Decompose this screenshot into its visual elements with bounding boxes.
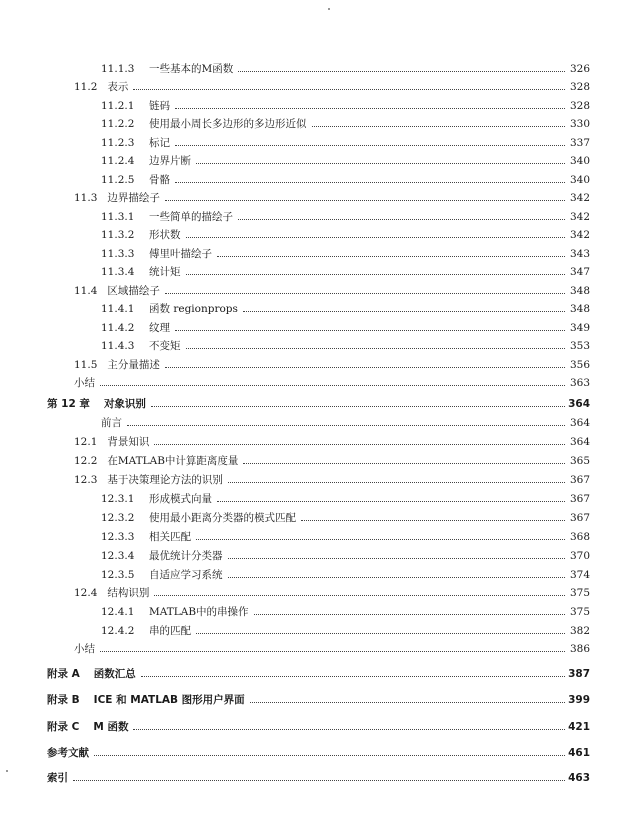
toc-entry-page: 340	[569, 174, 590, 186]
toc-entry-number: 11.1.3	[101, 63, 135, 75]
toc-entry[interactable]	[101, 170, 590, 188]
toc-entry-page: 326	[569, 63, 590, 75]
toc-entry-title: 函数 regionprops	[149, 303, 238, 315]
toc-entry-title: 标记	[149, 137, 170, 149]
toc-entry-number: 11.2.1	[101, 100, 135, 112]
dot-leader	[312, 114, 566, 127]
toc-entry-title: 链码	[149, 100, 170, 112]
dot-leader	[73, 768, 565, 781]
toc-entry[interactable]	[101, 489, 590, 507]
toc-entry[interactable]	[74, 355, 590, 373]
dot-leader	[154, 583, 565, 596]
toc-entry-page: 463	[568, 772, 590, 784]
toc-entry-number: 11.4.2	[101, 322, 135, 334]
toc-entry-title: 一些基本的M函数	[149, 63, 234, 75]
toc-entry[interactable]	[101, 59, 590, 77]
dot-leader	[165, 355, 565, 368]
toc-entry-page: 370	[569, 550, 590, 562]
toc-entry-number: 11.2.5	[101, 174, 135, 186]
toc-entry[interactable]	[101, 413, 590, 431]
toc-entry[interactable]	[101, 225, 590, 243]
toc-entry-page: 348	[569, 285, 590, 297]
toc-entry-number: 11.4	[74, 285, 98, 297]
toc-entry-title: 自适应学习系统	[149, 569, 223, 581]
toc-entry-number: 11.3.2	[101, 229, 135, 241]
toc-entry-title: 小结	[74, 377, 95, 389]
dot-leader	[238, 207, 565, 220]
dot-leader	[165, 188, 565, 201]
dot-leader	[100, 639, 565, 652]
dot-leader	[100, 373, 565, 386]
toc-entry-page: 353	[569, 340, 590, 352]
toc-entry-page: 364	[568, 398, 590, 410]
dot-leader	[228, 546, 566, 559]
scan-speck	[6, 770, 8, 772]
toc-entry[interactable]	[101, 318, 590, 336]
toc-entry-title: ICE 和 MATLAB 图形用户界面	[93, 694, 245, 706]
toc-entry-number: 11.2.3	[101, 137, 135, 149]
toc-entry-title: 最优统计分类器	[149, 550, 223, 562]
toc-entry-page: 387	[568, 668, 590, 680]
dot-leader	[250, 690, 565, 703]
toc-entry-title: 边界描绘子	[107, 192, 160, 204]
toc-entry-number: 11.4.3	[101, 340, 135, 352]
toc-entry-title: 结构识别	[107, 587, 150, 599]
toc-entry-number: 12.3	[74, 474, 98, 486]
toc-entry-page: 342	[569, 192, 590, 204]
scan-speck	[328, 8, 330, 10]
toc-entry-page: 337	[569, 137, 590, 149]
toc-entry-title: 基于决策理论方法的识别	[107, 474, 223, 486]
toc-entry-title: 形状数	[149, 229, 181, 241]
dot-leader	[133, 717, 565, 730]
toc-entry-page: 374	[569, 569, 590, 581]
toc-entry[interactable]	[101, 336, 590, 354]
toc-entry[interactable]	[47, 664, 590, 682]
toc-entry-title: 串的匹配	[149, 625, 191, 637]
toc-entry-page: 365	[569, 455, 590, 467]
toc-entry[interactable]	[74, 470, 590, 488]
dot-leader	[186, 262, 566, 275]
toc-entry-number: 11.2.2	[101, 118, 135, 130]
toc-entry[interactable]	[101, 244, 590, 262]
toc-entry-page: 421	[568, 721, 590, 733]
toc-entry[interactable]	[74, 188, 590, 206]
toc-entry-title: 形成模式向量	[149, 493, 212, 505]
toc-entry-number: 12.2	[74, 455, 98, 467]
toc-entry-number: 11.2	[74, 81, 98, 93]
toc-entry-page: 349	[569, 322, 590, 334]
toc-entry[interactable]	[101, 565, 590, 583]
toc-entry-page: 364	[569, 436, 590, 448]
dot-leader	[301, 508, 565, 521]
dot-leader	[254, 602, 565, 615]
toc-entry[interactable]	[101, 133, 590, 151]
toc-entry-number: 11.3.3	[101, 248, 135, 260]
toc-entry[interactable]	[101, 151, 590, 169]
toc-entry[interactable]	[74, 583, 590, 601]
toc-entry[interactable]	[101, 96, 590, 114]
toc-entry-page: 328	[569, 81, 590, 93]
toc-entry-number: 12.3.1	[101, 493, 135, 505]
dot-leader	[186, 336, 566, 349]
toc-entry[interactable]	[101, 527, 590, 545]
dot-leader	[228, 470, 565, 483]
toc-entry-title: M 函数	[93, 721, 129, 733]
toc-entry-page: 348	[569, 303, 590, 315]
toc-entry-title: 前言	[101, 417, 122, 429]
toc-entry-title: 边界片断	[149, 155, 191, 167]
dot-leader	[238, 59, 565, 72]
dot-leader	[243, 299, 565, 312]
toc-entry-title: 骨骼	[149, 174, 170, 186]
toc-entry-title: 不变矩	[149, 340, 181, 352]
toc-entry-number: 12.4.2	[101, 625, 135, 637]
toc-entry[interactable]	[101, 602, 590, 620]
toc-entry[interactable]	[101, 546, 590, 564]
toc-entry[interactable]	[74, 281, 590, 299]
toc-entry-number: 12.3.3	[101, 531, 135, 543]
toc-entry-page: 461	[568, 747, 590, 759]
toc-entry-number: 12.3.2	[101, 512, 135, 524]
toc-entry[interactable]	[74, 451, 590, 469]
toc-entry-title: MATLAB中的串操作	[149, 606, 249, 618]
dot-leader	[175, 96, 565, 109]
toc-entry-title: 傅里叶描绘子	[149, 248, 212, 260]
dot-leader	[175, 318, 565, 331]
toc-entry-title: 在MATLAB中计算距离度量	[107, 455, 239, 467]
dot-leader	[217, 489, 565, 502]
toc-entry-page: 367	[569, 493, 590, 505]
toc-entry-page: 399	[568, 694, 590, 706]
dot-leader	[196, 621, 565, 634]
dot-leader	[228, 565, 566, 578]
toc-entry-page: 367	[569, 474, 590, 486]
toc-entry[interactable]	[47, 394, 590, 412]
toc-entry-number: 12.3.5	[101, 569, 135, 581]
toc-entry-number: 11.5	[74, 359, 98, 371]
toc-entry-number: 12.1	[74, 436, 98, 448]
toc-entry[interactable]	[47, 717, 590, 735]
dot-leader	[133, 77, 565, 90]
dot-leader	[151, 394, 565, 407]
toc-entry-title: 背景知识	[107, 436, 150, 448]
toc-entry-title: 区域描绘子	[107, 285, 160, 297]
toc-entry-title: 使用最小距离分类器的模式匹配	[149, 512, 296, 524]
dot-leader	[196, 527, 565, 540]
toc-entry-page: 356	[569, 359, 590, 371]
toc-entry-page: 328	[569, 100, 590, 112]
toc-entry-page: 347	[569, 266, 590, 278]
dot-leader	[154, 432, 565, 445]
toc-entry-page: 375	[569, 587, 590, 599]
toc-entry-page: 342	[569, 211, 590, 223]
toc-entry[interactable]	[101, 299, 590, 317]
toc-entry-number: 12.3.4	[101, 550, 135, 562]
toc-entry-page: 340	[569, 155, 590, 167]
toc-entry[interactable]	[101, 621, 590, 639]
toc-entry-title: 函数汇总	[93, 668, 136, 680]
toc-entry[interactable]	[74, 432, 590, 450]
toc-entry-title: 统计矩	[149, 266, 181, 278]
dot-leader	[94, 743, 565, 756]
toc-entry-number: 11.2.4	[101, 155, 135, 167]
toc-entry-title: 参考文献	[47, 747, 89, 759]
toc-entry-title: 相关匹配	[149, 531, 191, 543]
dot-leader	[175, 170, 565, 183]
toc-entry-number: 11.4.1	[101, 303, 135, 315]
dot-leader	[175, 133, 565, 146]
toc-entry-title: 表示	[107, 81, 129, 93]
toc-entry-page: 386	[569, 643, 590, 655]
toc-entry[interactable]	[47, 743, 590, 761]
toc-entry[interactable]	[101, 114, 590, 132]
toc-entry[interactable]	[74, 373, 590, 391]
toc-entry[interactable]	[101, 207, 590, 225]
dot-leader	[165, 281, 565, 294]
toc-entry-number: 附录 A	[47, 668, 80, 680]
dot-leader	[243, 451, 565, 464]
toc-entry-number: 第 12 章	[47, 398, 90, 410]
toc-entry-page: 330	[569, 118, 590, 130]
toc-entry-number: 12.4.1	[101, 606, 135, 618]
toc-entry-page: 375	[569, 606, 590, 618]
toc-entry-page: 364	[569, 417, 590, 429]
toc-entry-title: 对象识别	[103, 398, 146, 410]
toc-entry[interactable]	[74, 639, 590, 657]
toc-entry-number: 附录 B	[47, 694, 80, 706]
dot-leader	[217, 244, 565, 257]
dot-leader	[127, 413, 565, 426]
toc-entry[interactable]	[47, 690, 590, 708]
toc-entry[interactable]	[101, 262, 590, 280]
dot-leader	[196, 151, 565, 164]
toc-entry-page: 342	[569, 229, 590, 241]
toc-entry-title: 索引	[47, 772, 68, 784]
toc-entry-page: 367	[569, 512, 590, 524]
toc-entry-page: 382	[569, 625, 590, 637]
toc-entry-number: 11.3.1	[101, 211, 135, 223]
toc-entry[interactable]	[74, 77, 590, 95]
toc-entry-title: 使用最小周长多边形的多边形近似	[149, 118, 307, 130]
toc-entry-title: 纹理	[149, 322, 170, 334]
toc-entry-page: 368	[569, 531, 590, 543]
toc-entry-number: 12.4	[74, 587, 98, 599]
dot-leader	[186, 225, 566, 238]
toc-entry-page: 343	[569, 248, 590, 260]
toc-entry-number: 附录 C	[47, 721, 80, 733]
toc-entry-title: 主分量描述	[107, 359, 160, 371]
toc-entry-number: 11.3	[74, 192, 98, 204]
dot-leader	[141, 664, 565, 677]
toc-entry-number: 11.3.4	[101, 266, 135, 278]
toc-entry-title: 小结	[74, 643, 95, 655]
toc-entry-title: 一些简单的描绘子	[149, 211, 233, 223]
toc-entry-page: 363	[569, 377, 590, 389]
toc-entry[interactable]	[47, 768, 590, 786]
toc-entry[interactable]	[101, 508, 590, 526]
